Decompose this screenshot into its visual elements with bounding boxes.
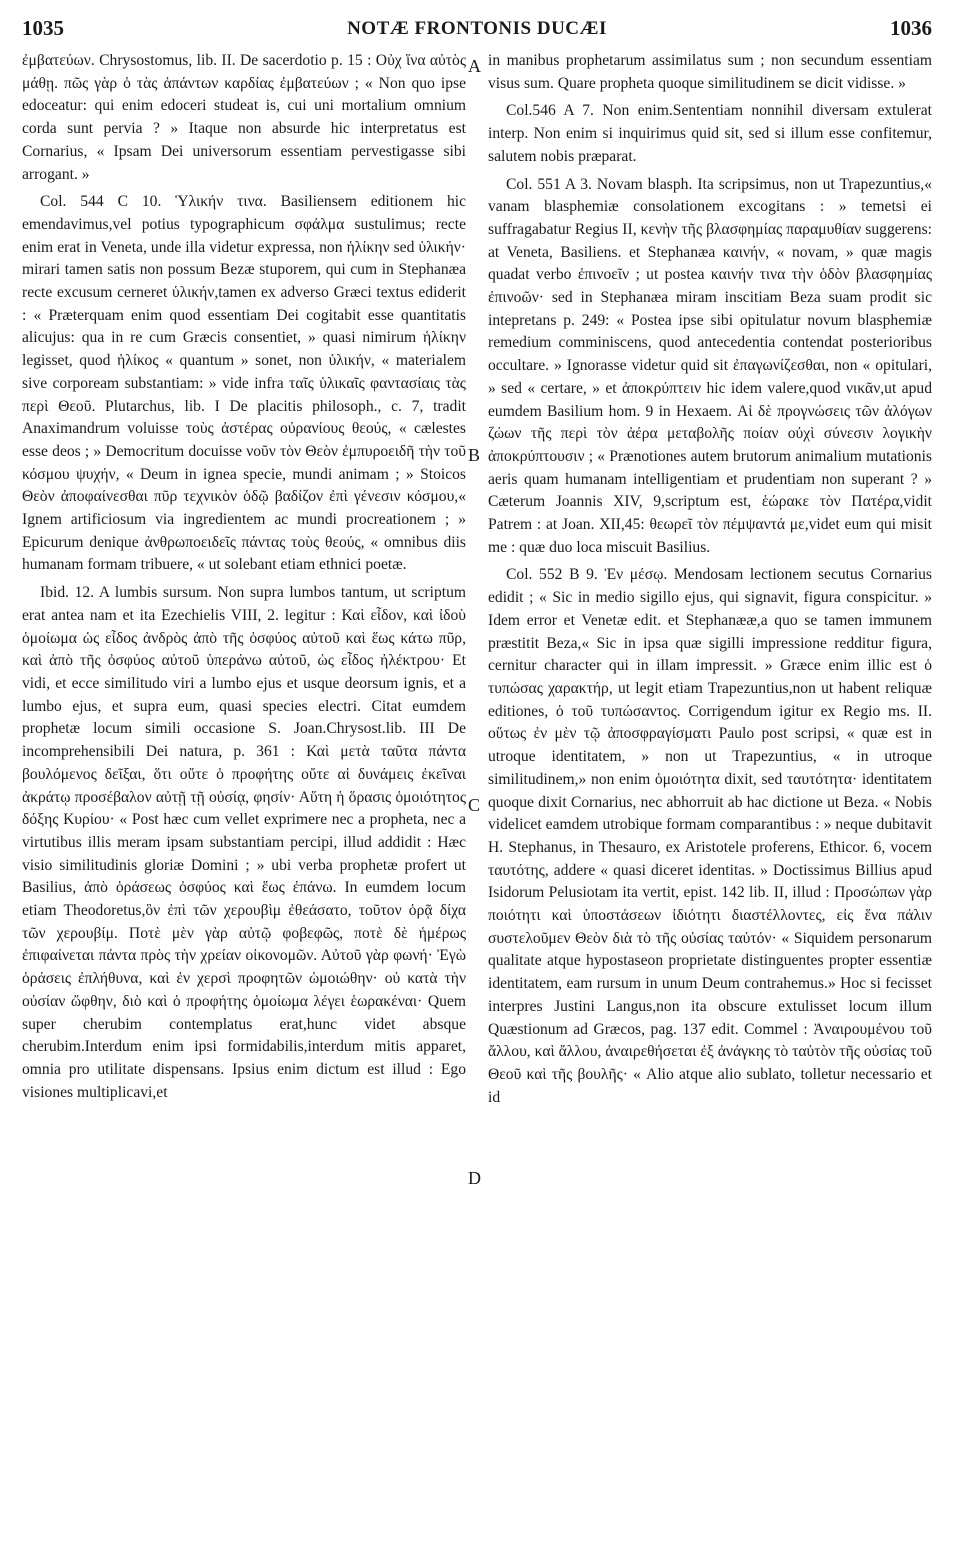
page-number-right: 1036 <box>890 16 932 40</box>
margin-marker-a: A <box>468 56 481 76</box>
right-column <box>488 50 932 1114</box>
margin-marker-c: C <box>468 795 481 815</box>
page-number-left: 1035 <box>22 16 64 40</box>
running-header <box>22 14 932 50</box>
left-column <box>22 50 466 1114</box>
right-paragraph-1: in manibus prophetarum assimilatus sum ; non secundum essentiam visus sum. Quare propheta quoque similitudinem se dicit vidisse. » <box>488 52 932 92</box>
left-paragraph-3: Ibid. 12. A lumbis sursum. Non supra lumbos tantum, ut scriptum erat antea nam et ita Ezechielis VIII, 2. legitur : Καὶ εἶδον, καὶ ἰδοὺ ὁμοίωμα ὡς εἶδος ἀνδρὸς ἀπὸ τῆς ὀσφύος αὐτοῦ καὶ ἕως κάτω πῦρ, καὶ ἀπὸ τῆς ὀσφύος αὐτοῦ ὑπεράνω αὐτοῦ, ὡς εἶδος ἠλέκτρου· Et vidi, et ecce similitudo viri a lumbo ejus et usque deorsum ignis, et a lumbo ejus, et supra eum, quasi species electri. Citat eumdem prophetæ locum simili occasione S. Joan.Chrysost.lib. III De incomprehensibili Dei natura, p. 361 : Καὶ μετὰ ταῦτα πάντα βουλόμενος δεῖξαι, ὅτι οὔτε ὁ προφήτης οὔτε αἱ δυνάμεις ἐκεῖναι ἀκράτῳ προσέβαλον αὐτῇ τῇ οὐσίᾳ, φησίν· Αὕτη ἡ ὅρασις ὁμοιότητος δόξης Κυρίου· « Post hæc cum vellet exprimere nec a propheta, nec a virtutibus illis meram ipsam substantiam percipi, illud addidit : Hæc visio similitudinis gloriæ Domini ; » ubi verba prophetæ profert ut Basilius, ἀπὸ ὁράσεως ὀσφύος καὶ ἕως ἐπάνω. In eumdem locum etiam Theodoretus,ὃν ἐπὶ τῶν χερουβὶμ ἐθεάσατο, τοῦτον ὁρᾷ δίχα τῶν χερουβίμ. Ποτὲ μὲν γὰρ αὐτῷ φοβεφῶς, ποτὲ δὲ ἡμέρως ἐπιφαίνεται πάντα πρὸς τὴν χρείαν οἰκονομῶν. Αὐτοῦ γὰρ φωνή· Ἐγὼ ὁράσεις ἐπλήθυνα, καὶ ἐν χερσὶ προφητῶν ὡμοιώθην· οὐ κατὰ τὴν οὐσίαν ὤφθην, διὸ καὶ ὁ προφήτης ὁμοίωμα λέγει ἑωρακέναι· Quem super cherubim contemplatus erat,hunc videt absque cherubim.Interdum enim ipsi formidabilis,interdum mitis apparet, omnia pro utilitate dispensans. Ipsius enim dictum est illud : Ego visiones multiplicavi,et <box>22 584 466 1101</box>
right-paragraph-3: Col. 551 A 3. Novam blasph. Ita scripsimus, non ut Trapezuntius,« vanam blasphemiæ consolationem excogitans : » temetsi ei suffragabatur Regius II, κενὴν τῆς βλασφημίας παραμυθίαν suggerens: at Veneta, Basiliens. et Stephanæa καινήν, « novam, » quæ magis quadat verbo ἐπινοεῖν ; ut postea καινήν τινα τὴν ὁδὸν βλασφημίας ἐπινοῶν· sed in Stephanæa miram inscitiam Beza suam prodit sic intepretans p. 249: « Postea ipse sibi opitulatur novum blasphemiæ remedium comminiscens, quod antecedentia contendat posterioribus occultare. » Ignorasse videtur quid sit ἐπαγωνίζεσθαι, non « opitulari, » sed « certare, » et ἀποκρύπτειν hic idem valere,quod νικᾶν,ut apud eumdem Basilium hom. 9 in Hexaem. Αἱ δὲ προγνώσεις τῶν ἀλόγων ζώων τῆς περὶ τὸν ἀέρα μεταβολῆς ποίαν οὐχὶ σύνεσιν λογικὴν ἀποκρύπτουσιν ; « Prænotiones autem brutorum animalium mutationis aeris quam humanam intelligentiam et prudentiam non superant ? » Cæterum Joannis XIV, 9,scriptum est, ἑώρακε τὸν Πατέρα,vidit Patrem : at Joan. XII,45: θεωρεῖ τὸν πέμψαντά με,videt eum qui misit me : quæ duo loca miscuit Basilius. <box>488 175 932 556</box>
left-paragraph-2: Col. 544 C 10. Ὑλικήν τινα. Basiliensem editionem hic emendavimus,vel potius typographicum σφάλμα sustulimus; recte enim erat in Veneta, unde illa videtur expressa, non ἡλίκην sed ὑλικήν· mirari tamen satis non possum Bezæ stuporem, qui cum in Stephanæa recte excusum cerneret ὑλικήν,tamen ex adverso Græci textus ediderit : « Præterquam enim quod essentiam Dei cogitabit esse quantitatis alicujus: qua in re cum Græcis consentiet, » quasi nimirum ἡλίκην legisset, quod ἡλίκος « quantum » sonet, non ὑλικήν, « materialem sive corpoream substantiam: » vide infra ταῖς ὑλικαῖς φαντασίαις τὰς περὶ Θεοῦ. Plutarchus, lib. I De placitis philosoph., c. 7, tradit Anaximandrum voluisse τοὺς ἀστέρας οὐρανίους θεούς, « cælestes esse deos ; » Democritum docuisse νοῦν τὸν Θεὸν ἐμπυροειδῆ τὴν τοῦ κόσμου ψυχήν, « Deum in ignea specie, mundi animam ; » Stoicos Θεὸν ἀποφαίνεσθαι πῦρ τεχνικὸν ὁδῷ βαδίζον ἐπὶ γένεσιν κόσμου,« Ignem artificiosum via ingredientem ac mundi procreationem ; » Epicurum denique ἀνθρωποειδεῖς πάντας τοὺς θεούς, « omnibus diis humanam formam tribuere, « ut solebant etiam ethnici poetæ. <box>22 193 466 574</box>
margin-marker-d: D <box>468 1168 481 1188</box>
two-column-body <box>22 50 932 1188</box>
running-title: NOTÆ FRONTONIS DUCÆI <box>347 18 607 39</box>
margin-marker-b: B <box>468 445 481 465</box>
left-paragraph-1: ἐμβατεύων. Chrysostomus, lib. II. De sacerdotio p. 15 : Οὐχ ἵνα αὐτὸς μάθῃ. πῶς γὰρ ὁ τὰς ἁπάντων καρδίας ἐμβατεύων ; « Non quo ipse edoceatur: qui enim edoceri studeat is, cui uni mortalium omnium corda sunt pervia ? » Itaque non absurde hic interpretatus est Cornarius, « Ipsam Dei universorum essentiam pervestigasse sibi arrogant. » <box>22 52 466 183</box>
right-paragraph-4: Col. 552 B 9. Ἐν μέσῳ. Mendosam lectionem secutus Cornarius edidit ; « Sic in medio sigillo ejus, qui signavit, figura conspicitur. » Idem error et Venetæ edit. et Stephanææ,a quo se tamen immunem præstitit Beza,« Sic in ipsa quæ sigilli impressione redditur figura, cernitur character qui in illam impressit. » Græce enim illic est ὁ τυπώσας χαρακτήρ, ut legit etiam Trapezuntius,non ut habent reliquæ editiones, ὁ τοῦ τυπώσαντος. Corrigendum igitur ex Regio ms. II. οὕτως ἐν μὲν τῷ ἀποσφραγίσματι Paulo post scripsi, « quæ est in utroque identitatem, » non ut Trapezuntius, « in utroque similitudinem,» non enim ὁμοιότητα dixit, sed ταυτότητα· identitatem quoque dixit Cornarius, nec abhorruit ab hac dictione ut Beza. « Nobis videlicet eamdem utrobique formam comparantibus : » neque dubitavit H. Stephanus, in Thesauro, ex Aristotele proferens, Ethicor. 6, vocem ταυτότης, addere « quasi diceret identitas. » Doctissimus Billius apud Isidorum Pelusiotam ita vertit, epist. 142 lib. II, illud : Προσώπων γὰρ ποιότητι καὶ ὑποστάσεων ἰδιότητι διαστέλλοντες, εἰς ἕνα πάλιν συστελοῦμεν Θεὸν διὰ τὸ τῆς οὐσίας ταὐτόν· « Siquidem personarum qualitate atque hypostaseon proprietate distinguentes propter essentiæ identitatem, eam rursum in unum Deum contrahemus.» Hoc si fecisset interpres Justini Langus,non ita obscure extulisset locum illum Quæstionum ad Græcos, pag. 137 edit. Commel : Ἀναιρουμένου τοῦ ἄλλου, καὶ ἄλλου, ἀναιρεθήσεται ἐξ ἀνάγκης τὸ ταὐτὸν τῆς οὐσίας τοῦ Θεοῦ καὶ τῆς βουλῆς· « Alio atque alio sublato, tolletur necessario et id <box>488 566 932 1106</box>
right-paragraph-2: Col.546 A 7. Non enim.Sententiam nonnihil diversam extulerat interp. Non enim si inquirimus quid sit, sed si illum esse confitemur, salutem nobis præparat. <box>488 102 932 165</box>
